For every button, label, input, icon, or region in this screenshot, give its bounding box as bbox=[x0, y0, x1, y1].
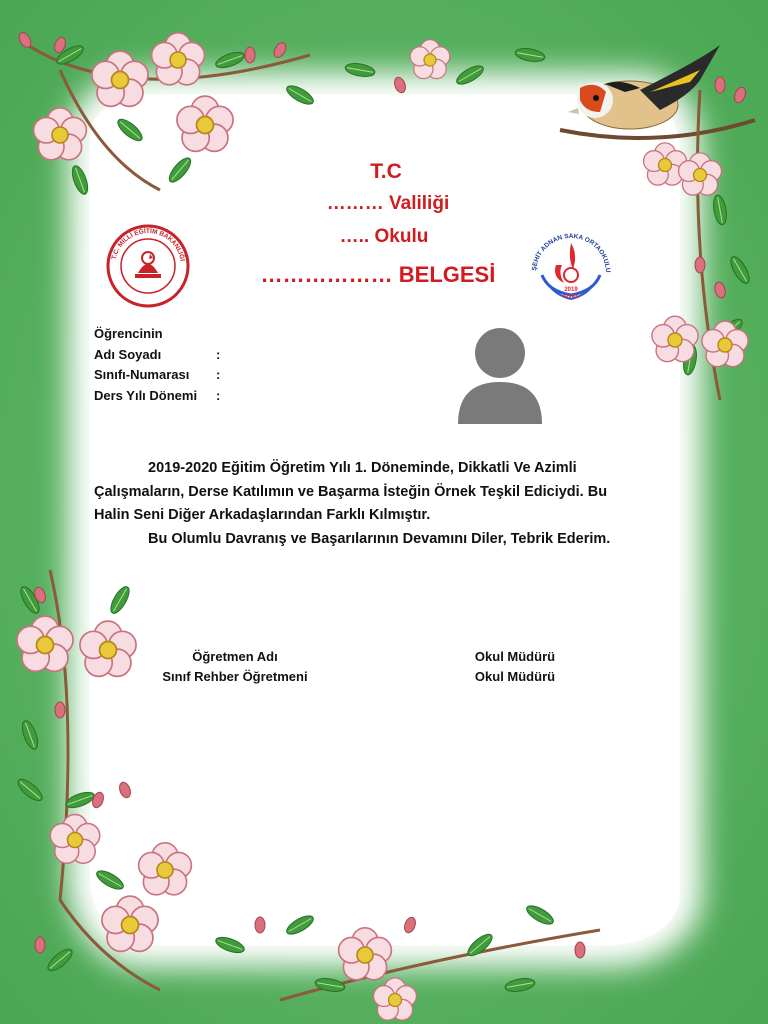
certificate-title: ……………… BELGESİ bbox=[260, 262, 496, 287]
field-sep-class-number: : bbox=[216, 367, 221, 382]
crest-year: 2019 bbox=[564, 287, 578, 293]
school-crest-icon bbox=[528, 225, 614, 311]
body-paragraph-2: Bu Olumlu Davranış ve Başarılarının Devamını Diler, Tebrik Ederim. bbox=[148, 530, 611, 547]
principal-title-label: Okul Müdürü bbox=[474, 669, 556, 684]
seal-text: T.C. MİLLÎ EĞİTİM BAKANLIĞI bbox=[110, 227, 186, 262]
student-heading-row bbox=[94, 326, 220, 347]
certificate-body bbox=[94, 457, 634, 551]
body-paragraph-1: 2019-2020 Eğitim Öğretim Yılı 1. Döneminde, Dikkatli Ve Azimli Çalışmaların, Derse Katılımın ve Başarma İsteğin Örnek Teşkil Ediciydi. Bu Halin Seni Diğer Arkadaşlarından Farklı Kılmıştır. bbox=[94, 460, 608, 523]
teacher-name-label: Öğretmen Adı bbox=[192, 649, 278, 664]
field-sep-term: : bbox=[216, 387, 221, 403]
student-info bbox=[94, 326, 220, 408]
principal-name-label: Okul Müdürü bbox=[474, 649, 556, 664]
field-row-class-number bbox=[94, 367, 220, 388]
header-tc: T.C bbox=[370, 160, 402, 183]
ministry-of-education-seal-icon bbox=[105, 223, 191, 309]
field-label-class-number: Sınıfı-Numarası bbox=[94, 367, 190, 382]
crest-text: ŞEHİT ADNAN SAKA ORTAOKULU bbox=[531, 232, 612, 273]
field-label-name: Adı Soyadı bbox=[94, 346, 162, 362]
student-heading: Öğrencinin bbox=[94, 326, 163, 341]
principal-signature-block bbox=[440, 647, 590, 687]
field-sep-name: : bbox=[216, 346, 221, 362]
teacher-signature-block bbox=[140, 647, 330, 687]
header-governorship: ……… Valiliği bbox=[326, 193, 450, 214]
field-label-term: Ders Yılı Dönemi bbox=[94, 387, 198, 403]
field-row-term bbox=[94, 388, 220, 409]
teacher-title-label: Sınıf Rehber Öğretmeni bbox=[162, 669, 308, 684]
header-school: ….. Okulu bbox=[339, 226, 429, 247]
crest-city: SİVAS bbox=[562, 294, 580, 300]
person-placeholder-icon bbox=[456, 326, 544, 424]
field-row-name bbox=[94, 347, 220, 368]
